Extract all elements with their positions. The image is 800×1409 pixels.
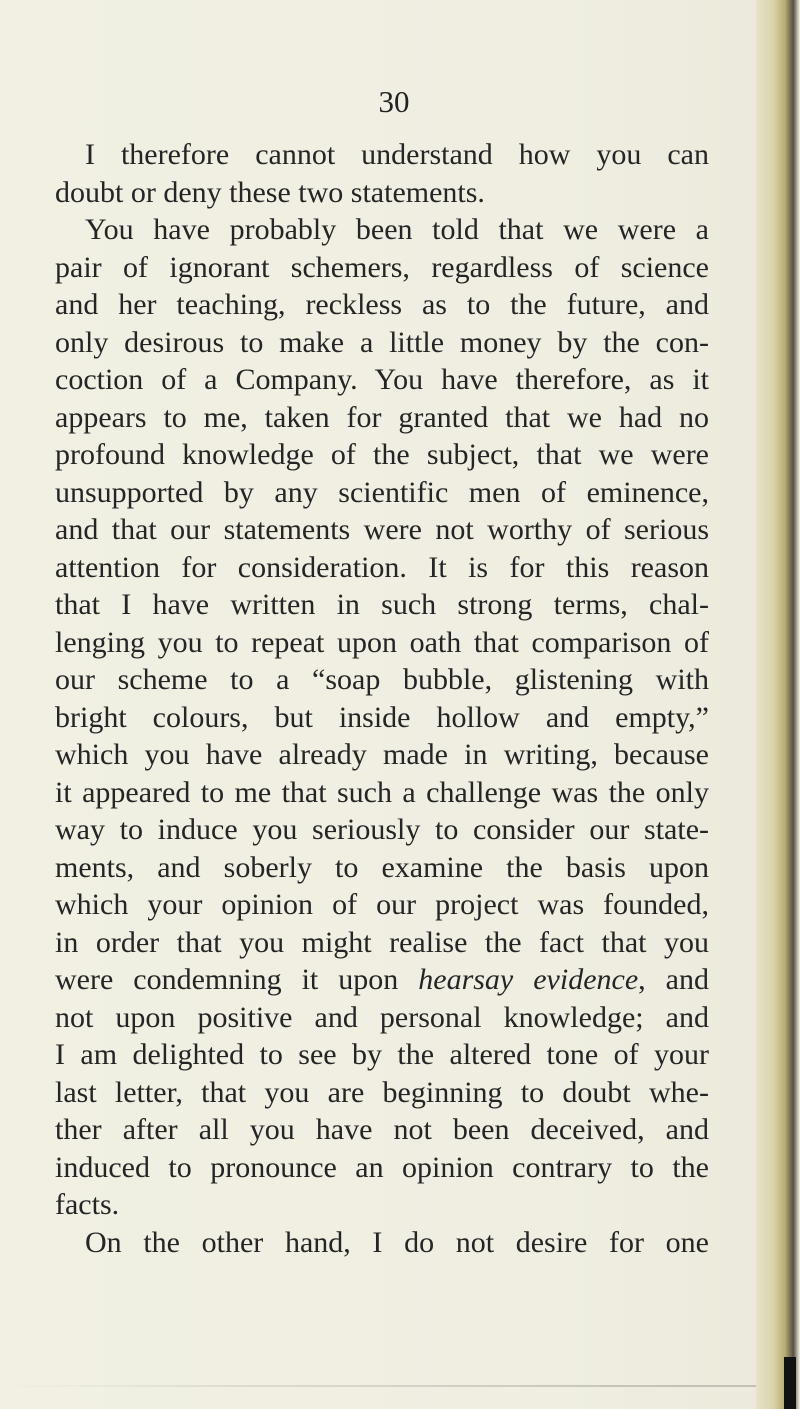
text-line	[55, 961, 709, 999]
italic-phrase: hearsay evidence	[418, 963, 639, 996]
text-line: only desirous to make a little money by the con-	[55, 325, 709, 359]
text-line: attention for consideration. It is for this reason	[55, 550, 709, 584]
page-edge	[756, 0, 800, 1409]
text-line: facts.	[55, 1188, 120, 1221]
body-text	[55, 136, 709, 1261]
text-segment: , and	[638, 963, 709, 996]
edge-marker	[784, 1357, 796, 1409]
text-line: ther after all you have not been deceived, and	[55, 1113, 709, 1146]
text-line: doubt or deny these two statements.	[55, 175, 485, 209]
text-line: On the other hand, I do not desire for one	[85, 1225, 709, 1259]
text-line: way to induce you seriously to consider our state-	[55, 813, 709, 846]
text-line: that I have written in such strong terms, chal-	[55, 588, 709, 621]
text-line: which your opinion of our project was founded,	[55, 888, 709, 921]
text-line: lenging you to repeat upon oath that comparison of	[55, 625, 709, 659]
text-line: it appeared to me that such a challenge was the only	[55, 775, 709, 809]
text-line: ments, and soberly to examine the basis upon	[55, 850, 709, 884]
text-line: which you have already made in writing, because	[55, 738, 709, 771]
text-segment: were condemning it upon	[55, 963, 419, 996]
text-line: unsupported by any scientific men of eminence,	[55, 475, 709, 509]
text-line: pair of ignorant schemers, regardless of science	[55, 250, 709, 284]
text-line: profound knowledge of the subject, that we were	[55, 438, 709, 471]
text-line: and her teaching, reckless as to the future, and	[55, 288, 709, 321]
text-line: bright colours, but inside hollow and empty,”	[55, 700, 709, 734]
text-line: I am delighted to see by the altered tone of your	[55, 1038, 709, 1071]
text-line: not upon positive and personal knowledge; and	[55, 1000, 709, 1034]
text-line: I therefore cannot understand how you can	[85, 138, 709, 171]
text-line: You have probably been told that we were a	[85, 213, 709, 246]
text-line: appears to me, taken for granted that we had no	[55, 400, 709, 434]
page-bottom-shadow	[0, 1385, 756, 1387]
text-line: induced to pronounce an opinion contrary to the	[55, 1150, 709, 1184]
text-line: our scheme to a “soap bubble, glistening with	[55, 663, 709, 696]
text-line: and that our statements were not worthy of serious	[55, 513, 709, 546]
text-line: in order that you might realise the fact that you	[55, 925, 709, 959]
page-number: 30	[378, 84, 410, 119]
text-line: last letter, that you are beginning to doubt whe-	[55, 1075, 709, 1109]
text-line: coction of a Company. You have therefore, as it	[55, 363, 709, 396]
